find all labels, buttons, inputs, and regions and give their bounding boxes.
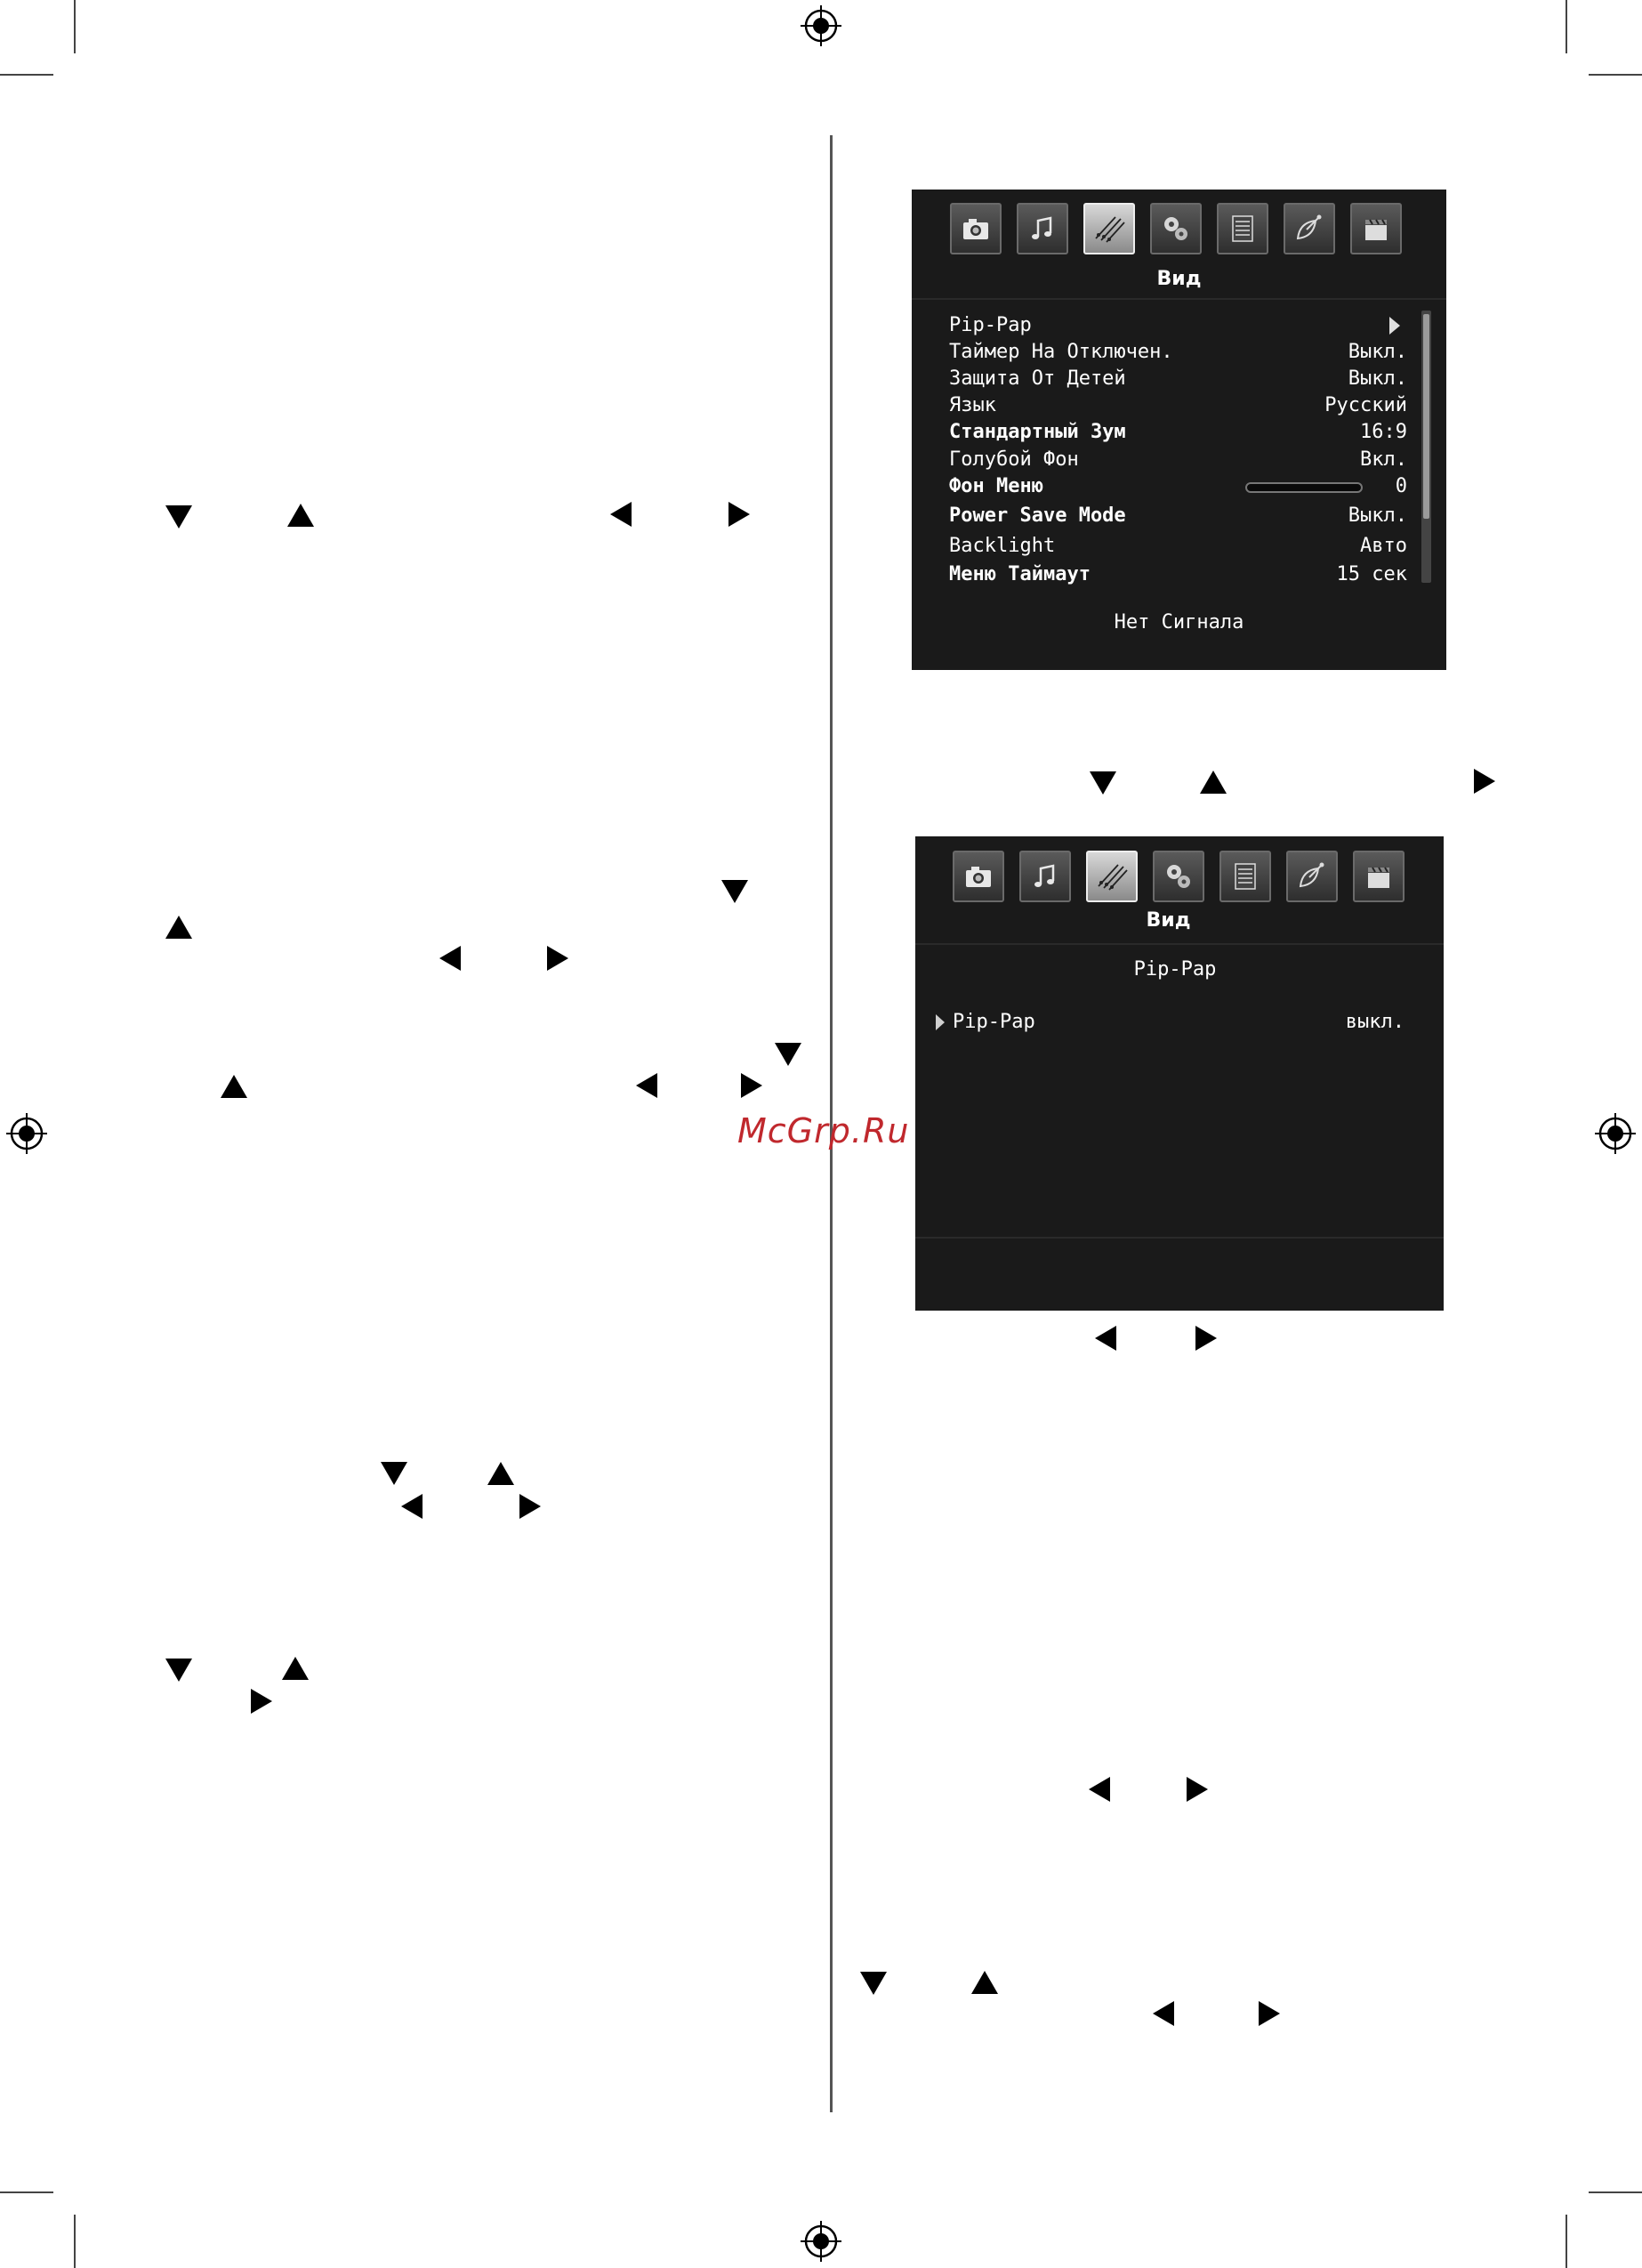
crop-mark (1589, 2191, 1642, 2193)
menu-row-label: Pip-Pap (953, 1011, 1035, 1033)
menu-icon-bar (953, 851, 1405, 902)
menu-separator (915, 1237, 1444, 1239)
arrow-right-icon (1474, 769, 1495, 794)
menu-title: Вид (1146, 909, 1191, 932)
clapperboard-icon[interactable] (1353, 851, 1405, 902)
document-icon[interactable] (1217, 203, 1268, 254)
menu-separator (912, 298, 1446, 300)
menu-row-value: Русский (1324, 394, 1407, 416)
stars-icon[interactable] (1086, 851, 1138, 902)
arrow-left-icon (636, 1073, 657, 1098)
watermark-text: McGrp.Ru (737, 1111, 910, 1150)
arrow-left-icon (610, 502, 632, 527)
clapperboard-icon[interactable] (1350, 203, 1402, 254)
arrow-up-icon (165, 916, 192, 939)
arrow-right-icon (1259, 2001, 1280, 2026)
menu-row-menu-background[interactable] (949, 475, 1407, 500)
menu-row-label: Язык (949, 394, 996, 416)
menu-row-backlight[interactable] (949, 535, 1407, 560)
menu-row-label: Backlight (949, 535, 1056, 557)
registration-mark-icon (801, 5, 841, 46)
arrow-up-icon (221, 1075, 247, 1098)
menu-row-value: выкл. (1345, 1011, 1405, 1033)
gears-icon[interactable] (1153, 851, 1204, 902)
menu-row-value: Выкл. (1348, 367, 1407, 390)
registration-mark-icon (6, 1113, 47, 1154)
arrow-down-icon (1090, 771, 1116, 795)
menu-separator (915, 943, 1444, 945)
selected-row-arrow-icon (936, 1014, 945, 1030)
menu-row-label: Power Save Mode (949, 504, 1126, 527)
menu-row-default-zoom[interactable] (949, 421, 1407, 446)
menu-icon-bar (950, 203, 1402, 254)
menu-row-child-lock[interactable] (949, 367, 1407, 392)
osd-menu-pip-pap (915, 836, 1444, 1311)
arrow-right-icon (741, 1073, 762, 1098)
document-icon[interactable] (1219, 851, 1271, 902)
arrow-left-icon (1089, 1777, 1110, 1802)
arrow-up-icon (487, 1462, 514, 1485)
menu-row-value: Вкл. (1360, 448, 1407, 471)
menu-row-label: Таймер На Отключен. (949, 341, 1173, 363)
menu-row-label: Фон Меню (949, 475, 1043, 497)
arrow-down-icon (165, 1659, 192, 1682)
registration-mark-icon (801, 2221, 841, 2262)
menu-title: Вид (1156, 268, 1202, 290)
arrow-right-icon (547, 946, 568, 971)
menu-scrollbar[interactable] (1421, 311, 1431, 583)
arrow-down-icon (165, 505, 192, 529)
camera-icon[interactable] (953, 851, 1004, 902)
crop-mark (1566, 2215, 1567, 2268)
menu-row-label: Голубой Фон (949, 448, 1079, 471)
crop-mark (74, 2215, 76, 2268)
arrow-down-icon (721, 880, 748, 903)
menu-row-pip-pap[interactable] (949, 314, 1407, 339)
menu-row-sleep-timer[interactable] (949, 341, 1407, 366)
menu-row-menu-timeout[interactable] (949, 563, 1407, 588)
music-note-icon[interactable] (1019, 851, 1071, 902)
menu-row-label: Меню Таймаут (949, 563, 1091, 585)
gears-icon[interactable] (1150, 203, 1202, 254)
music-note-icon[interactable] (1017, 203, 1068, 254)
satellite-dish-icon[interactable] (1284, 203, 1335, 254)
arrow-left-icon (1153, 2001, 1174, 2026)
registration-mark-icon (1595, 1113, 1636, 1154)
submenu-title: Pip-Pap (1133, 958, 1217, 981)
arrow-up-icon (282, 1657, 309, 1680)
menu-row-value: 15 сек (1336, 563, 1407, 585)
crop-mark (1589, 74, 1642, 76)
crop-mark (74, 0, 76, 53)
satellite-dish-icon[interactable] (1286, 851, 1338, 902)
menu-row-value: 0 (1395, 475, 1407, 497)
arrow-right-icon (251, 1689, 272, 1714)
arrow-right-icon (1195, 1326, 1217, 1351)
menu-row-power-save-mode[interactable] (949, 504, 1407, 529)
arrow-right-icon (519, 1494, 541, 1519)
menu-row-value: Выкл. (1348, 341, 1407, 363)
menu-row-language[interactable] (949, 394, 1407, 419)
menu-row-value: 16:9 (1360, 421, 1407, 443)
arrow-right-icon (1187, 1777, 1208, 1802)
arrow-up-icon (287, 504, 314, 527)
submenu-row-pip-pap[interactable] (953, 1011, 1405, 1036)
stars-icon[interactable] (1083, 203, 1135, 254)
arrow-right-icon (728, 502, 750, 527)
crop-mark (1566, 0, 1567, 53)
menu-row-label: Стандартный Зум (949, 421, 1126, 443)
no-signal-status: Нет Сигнала (1114, 611, 1244, 634)
arrow-up-icon (971, 1971, 998, 1994)
menu-background-slider[interactable] (1245, 482, 1363, 493)
arrow-down-icon (860, 1972, 887, 1995)
scrollbar-thumb[interactable] (1423, 314, 1429, 519)
menu-row-label: Pip-Pap (949, 314, 1032, 336)
menu-row-value: Авто (1360, 535, 1407, 557)
arrow-left-icon (401, 1494, 423, 1519)
menu-row-label: Защита От Детей (949, 367, 1126, 390)
submenu-arrow-icon (1389, 317, 1400, 335)
crop-mark (0, 2191, 53, 2193)
osd-menu-main (912, 190, 1446, 670)
arrow-left-icon (1095, 1326, 1116, 1351)
crop-mark (0, 74, 53, 76)
camera-icon[interactable] (950, 203, 1002, 254)
menu-row-value: Выкл. (1348, 504, 1407, 527)
menu-row-blue-background[interactable] (949, 448, 1407, 473)
arrow-down-icon (381, 1462, 407, 1485)
arrow-left-icon (439, 946, 461, 971)
arrow-up-icon (1200, 771, 1227, 794)
arrow-down-icon (775, 1043, 801, 1066)
